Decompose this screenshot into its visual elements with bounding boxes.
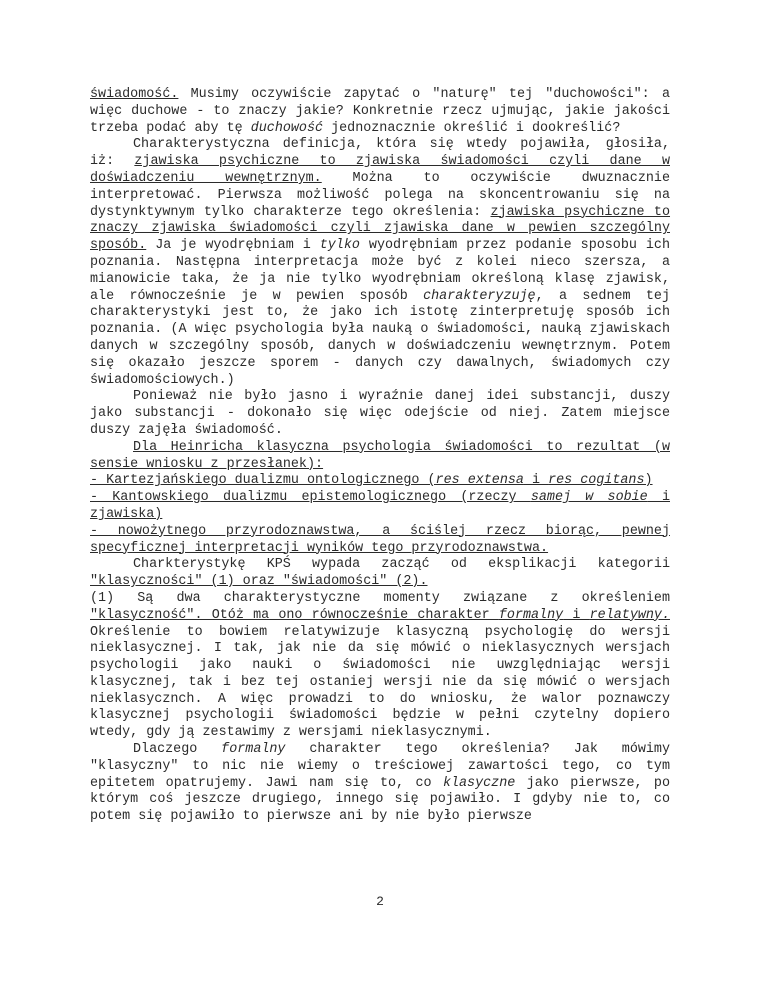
body-text	[90, 87, 670, 826]
list-item	[90, 490, 670, 524]
paragraph-7	[90, 742, 670, 826]
text-span: zjawiska psychiczne to znaczy zjawiska świadomości czyli zjawiska dane w pewien szczególny sposób.	[90, 204, 671, 254]
text-span: i zjawiska)	[90, 490, 670, 522]
text-span: Musimy oczywiście zapytać o "naturę" tej "duchowości": a więc duchowe - to znaczy jakie? Konkretnie rzecz ujmując, jakie jakości trzeba podać aby tę	[90, 87, 670, 136]
text-span: Określenie to bowiem relatywizuje klasyczną psychologię do wersji nieklasycznej. I tak, jak nie da się mówić o nieklasycznych wersjach psychologii jako nauki o świadomości nie uwzględniając wersji klasycznej, tak i bez tej ostaniej wersji nie da się mówić o wersjach nieklasycznch. A więc prowadzi to do wniosku, że walor poznawczy klasycznej psychologii świadomości będzie w pełni czytelny dopiero wtedy, gdy ją zestawimy z wersjami nieklasycznymi.	[90, 624, 670, 741]
page-number: 2	[376, 894, 384, 909]
text-span: res cogitans	[548, 473, 645, 489]
text-span: świadomość.	[90, 87, 179, 102]
text-span: , a sednem tej charakterystyki jest to, że jako ich istotę zinterpretuję sposób ich poznania. (A więc psychologia była nauką o świadomości, nauką zjawiskach danych w szczególny sposób, danych w doświadczeniu wewnętrznym. Potem się okazało jeszcze sporem - danych czy dawalnych, świadomych czy świadomościowych.)	[90, 288, 670, 388]
text-span: charakter tego określenia? Jak mówimy "klasyczny" to nic nie wiemy o treściowej zawartości tego, co tym epitetem opatrujemy. Jawi nam się to, co	[90, 742, 671, 791]
paragraph-4: Dla Heinricha klasyczna psychologia świadomości to rezultat (w sensie wniosku z przesłanek):	[90, 439, 670, 472]
text-span: - Kartezjańskiego dualizmu ontologicznego (	[90, 473, 436, 489]
text-span: Charakterystyczna definicja, która się wtedy pojawiła, głosiła, iż:	[90, 137, 670, 170]
text-span: res extensa	[435, 473, 524, 489]
text-span: - Kantowskiego dualizmu epistemologicznego (rzeczy	[90, 490, 531, 506]
text-span: Charkterystykę KPŚ wypada zacząć od eksplikacji kategorii	[133, 557, 670, 573]
text-span: samej w sobie	[530, 490, 648, 506]
text-span: jednoznacznie określić i dookreślić?	[323, 120, 621, 136]
text-span: wyodrębniam przez podanie sposobu ich poznania. Następna interpretacja może być z kolei nieco szersza, a mianowicie taka, że ja nie tylko wyodrębniam określoną klasę zjawisk, ale równocześnie je w pewien sposób	[90, 238, 671, 304]
text-span: tylko	[319, 238, 360, 254]
text-span: )	[644, 473, 653, 489]
text-span: jako pierwsze, po którym coś jeszcze drugiego, innego się pojawiło. I gdyby nie to, co potem się pojawiło to pierwsze ani by nie było pierwsze	[90, 775, 670, 825]
text-span: charakteryzuję	[423, 288, 536, 304]
text-span: i	[563, 607, 590, 623]
text-span: i	[523, 473, 549, 489]
paragraph-3: Ponieważ nie było jasno i wyraźnie danej idei substancji, duszy jako substancji - dokonało się więc odejście od niej. Zatem miejsce duszy zajęła świadomość.	[90, 389, 670, 438]
text-span: formalny	[221, 742, 286, 758]
text-span: formalny	[498, 607, 564, 623]
paragraph-5	[90, 557, 670, 591]
paragraph-6	[90, 591, 670, 742]
text-span: Ja je wyodrębniam i	[146, 238, 320, 254]
text-span: duchowość	[250, 120, 324, 136]
text-span: zjawiska psychiczne to zjawiska świadomości czyli dane w doświadczeniu wewnętrznym.	[90, 154, 670, 186]
text-span: Można to oczywiście dwuznacznie interpretować. Pierwsza możliwość polega na skoncentrowaniu się na dystynktywnym tylko charakterze tego określenia:	[90, 170, 670, 220]
text-span: (1) Są dwa charakterystyczne momenty związane z określeniem	[90, 590, 670, 606]
list-item: - nowożytnego przyrodoznawstwa, a ściślej rzecz biorąc, pewnej specyficznej interpretacji wyników tego przyrodoznawstwa.	[90, 523, 670, 556]
text-span: klasyczne	[442, 775, 516, 791]
text-span: relatywny.	[589, 607, 670, 623]
paragraph-1	[90, 87, 670, 137]
text-span: Dlaczego	[133, 742, 222, 758]
text-span: "klasyczności" (1) oraz "świadomości" (2).	[90, 574, 428, 590]
list-item	[90, 473, 670, 490]
text-span: "klasyczność". Otóż ma ono równocześnie charakter	[90, 607, 499, 623]
paragraph-2	[90, 137, 670, 389]
